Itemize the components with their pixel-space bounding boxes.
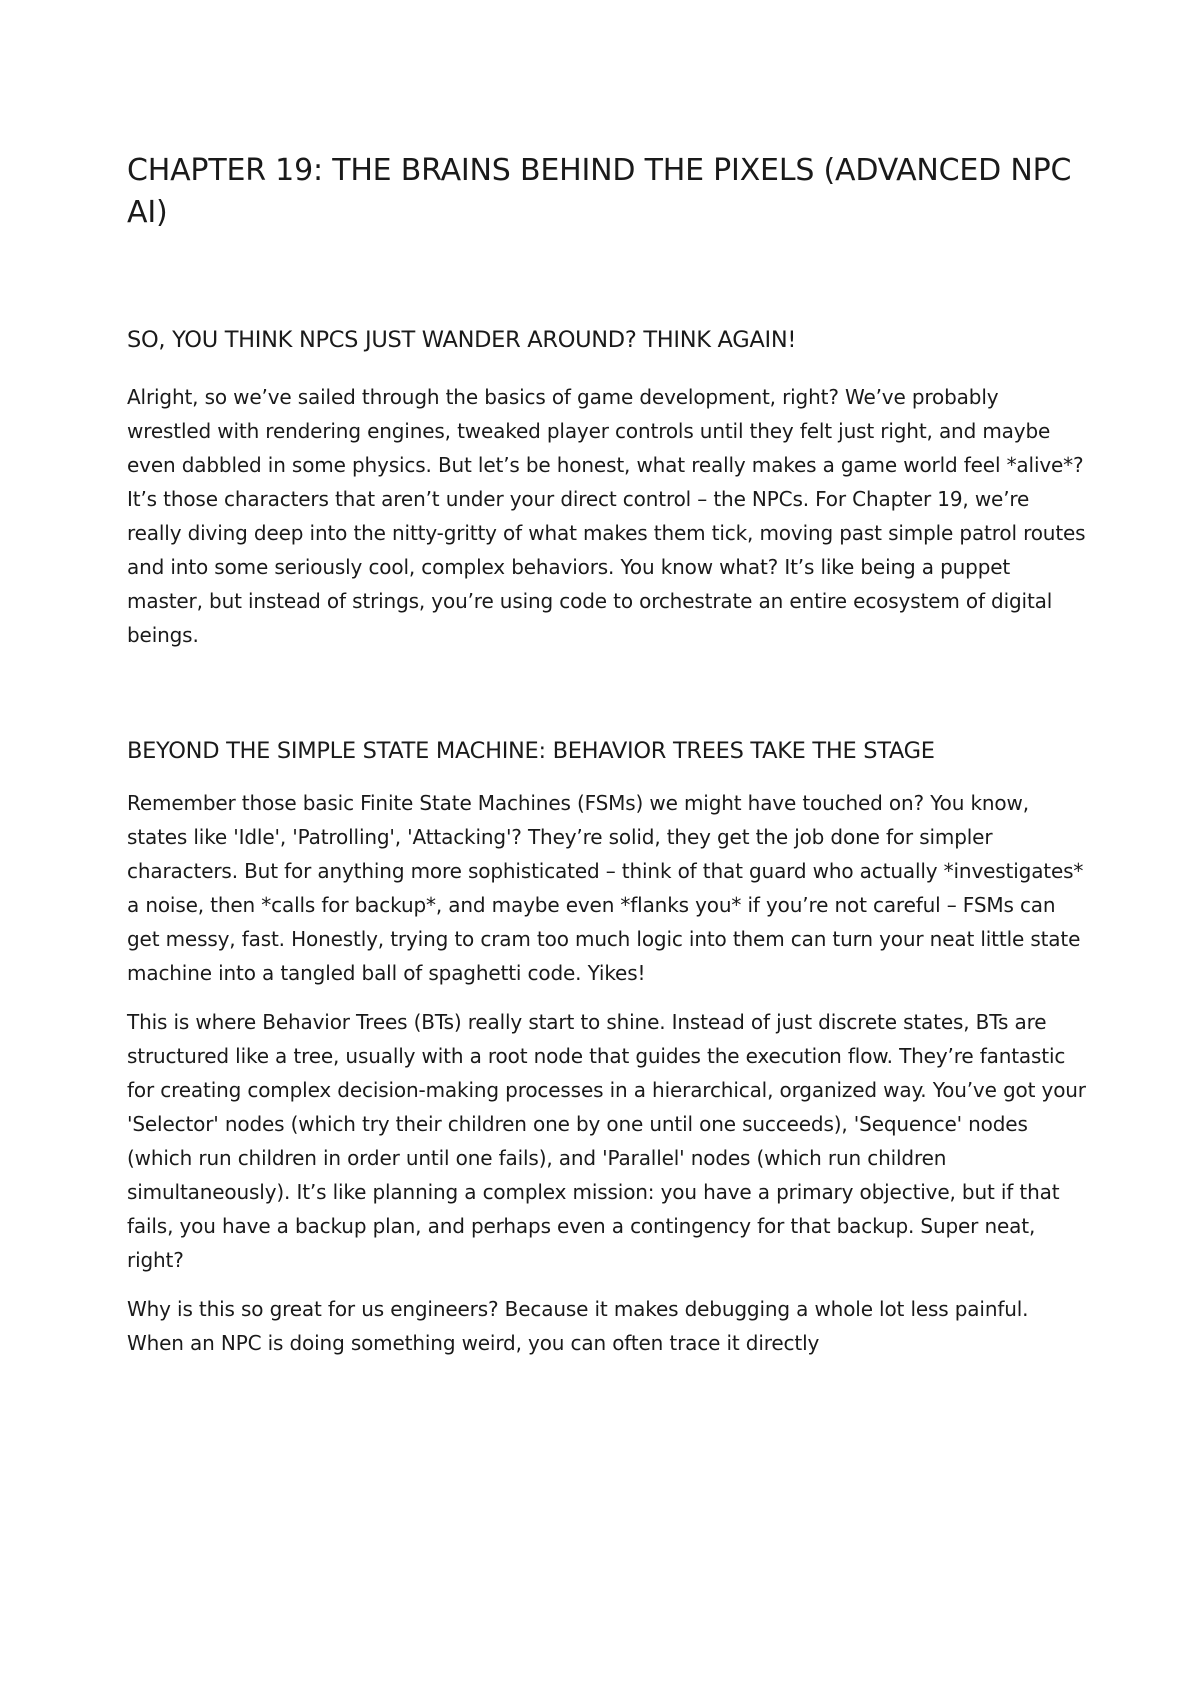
paragraph-debugging: Why is this so great for us engineers? Because it makes debugging a whole lot less painful. When an NPC is doing something weird, you can often trace it directly [127, 1297, 1029, 1355]
document-page [127, 150, 1087, 1360]
paragraph-fsm: Remember those basic Finite State Machines (FSMs) we might have touched on? You know, states like 'Idle', 'Patrolling', 'Attacking'? They’re solid, they get the job done for simpler characters. But for anything more sophisticated – think of that guard who actually *investigates* a noise, then *calls for backup*, and maybe even *flanks you* if you’re not careful – FSMs can get messy, fast. Honestly, trying to cram too much logic into them can turn your neat little state machine into a tangled ball of spaghetti code. Yikes! [127, 791, 1084, 985]
section-heading-npcs-wander: SO, YOU THINK NPCS JUST WANDER AROUND? THINK AGAIN! [127, 327, 797, 353]
section-heading-behavior-trees: BEYOND THE SIMPLE STATE MACHINE: BEHAVIOR TREES TAKE THE STAGE [127, 738, 935, 764]
paragraph-intro: Alright, so we’ve sailed through the basics of game development, right? We’ve probably wrestled with rendering engines, tweaked player controls until they felt just right, and maybe even dabbled in some physics. But let’s be honest, what really makes a game world feel *alive*? It’s those characters that aren’t under your direct control – the NPCs. For Chapter 19, we’re really diving deep into the nitty-gritty of what makes them tick, moving past simple patrol routes and into some seriously cool, complex behaviors. You know what? It’s like being a puppet master, but instead of strings, you’re using code to orchestrate an entire ecosystem of digital beings. [127, 385, 1086, 647]
chapter-title: CHAPTER 19: THE BRAINS BEHIND THE PIXELS (ADVANCED NPC AI) [127, 153, 1072, 230]
paragraph-behavior-trees: This is where Behavior Trees (BTs) really start to shine. Instead of just discrete states, BTs are structured like a tree, usually with a root node that guides the execution flow. They’re fantastic for creating complex decision-making processes in a hierarchical, organized way. You’ve got your 'Selector' nodes (which try their children one by one until one succeeds), 'Sequence' nodes (which run children in order until one fails), and 'Parallel' nodes (which run children simultaneously). It’s like planning a complex mission: you have a primary objective, but if that fails, you have a backup plan, and perhaps even a contingency for that backup. Super neat, right? [127, 1010, 1086, 1272]
